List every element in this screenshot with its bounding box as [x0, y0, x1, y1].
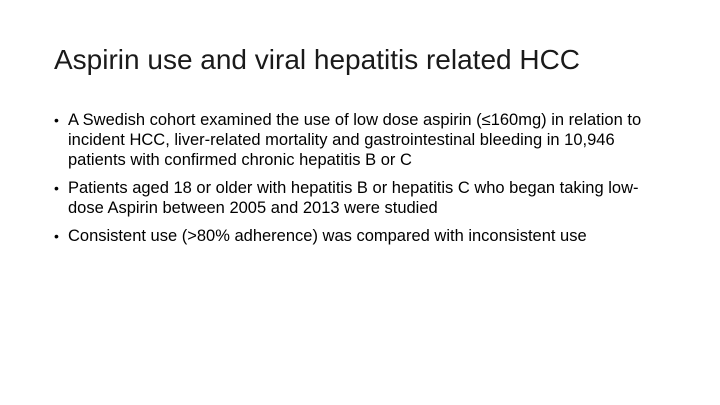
bullet-item	[54, 226, 674, 246]
bullet-list	[54, 110, 674, 254]
bullet-dot-icon: •	[54, 180, 59, 196]
bullet-dot-icon: •	[54, 228, 59, 244]
bullet-item	[54, 110, 674, 170]
bullet-text: Consistent use (>80% adherence) was compared with inconsistent use	[68, 227, 587, 245]
slide-title: Aspirin use and viral hepatitis related HCC	[54, 44, 581, 75]
bullet-dot-icon: •	[54, 112, 59, 128]
bullet-text: Patients aged 18 or older with hepatitis B or hepatitis C who began taking low-dose Aspirin between 2005 and 2013 were studied	[68, 179, 639, 217]
bullet-item	[54, 178, 674, 218]
bullet-text: A Swedish cohort examined the use of low dose aspirin (≤160mg) in relation to incident HCC, liver-related mortality and gastrointestinal bleeding in 10,946 patients with confirmed chronic hepatitis B or C	[68, 111, 642, 169]
